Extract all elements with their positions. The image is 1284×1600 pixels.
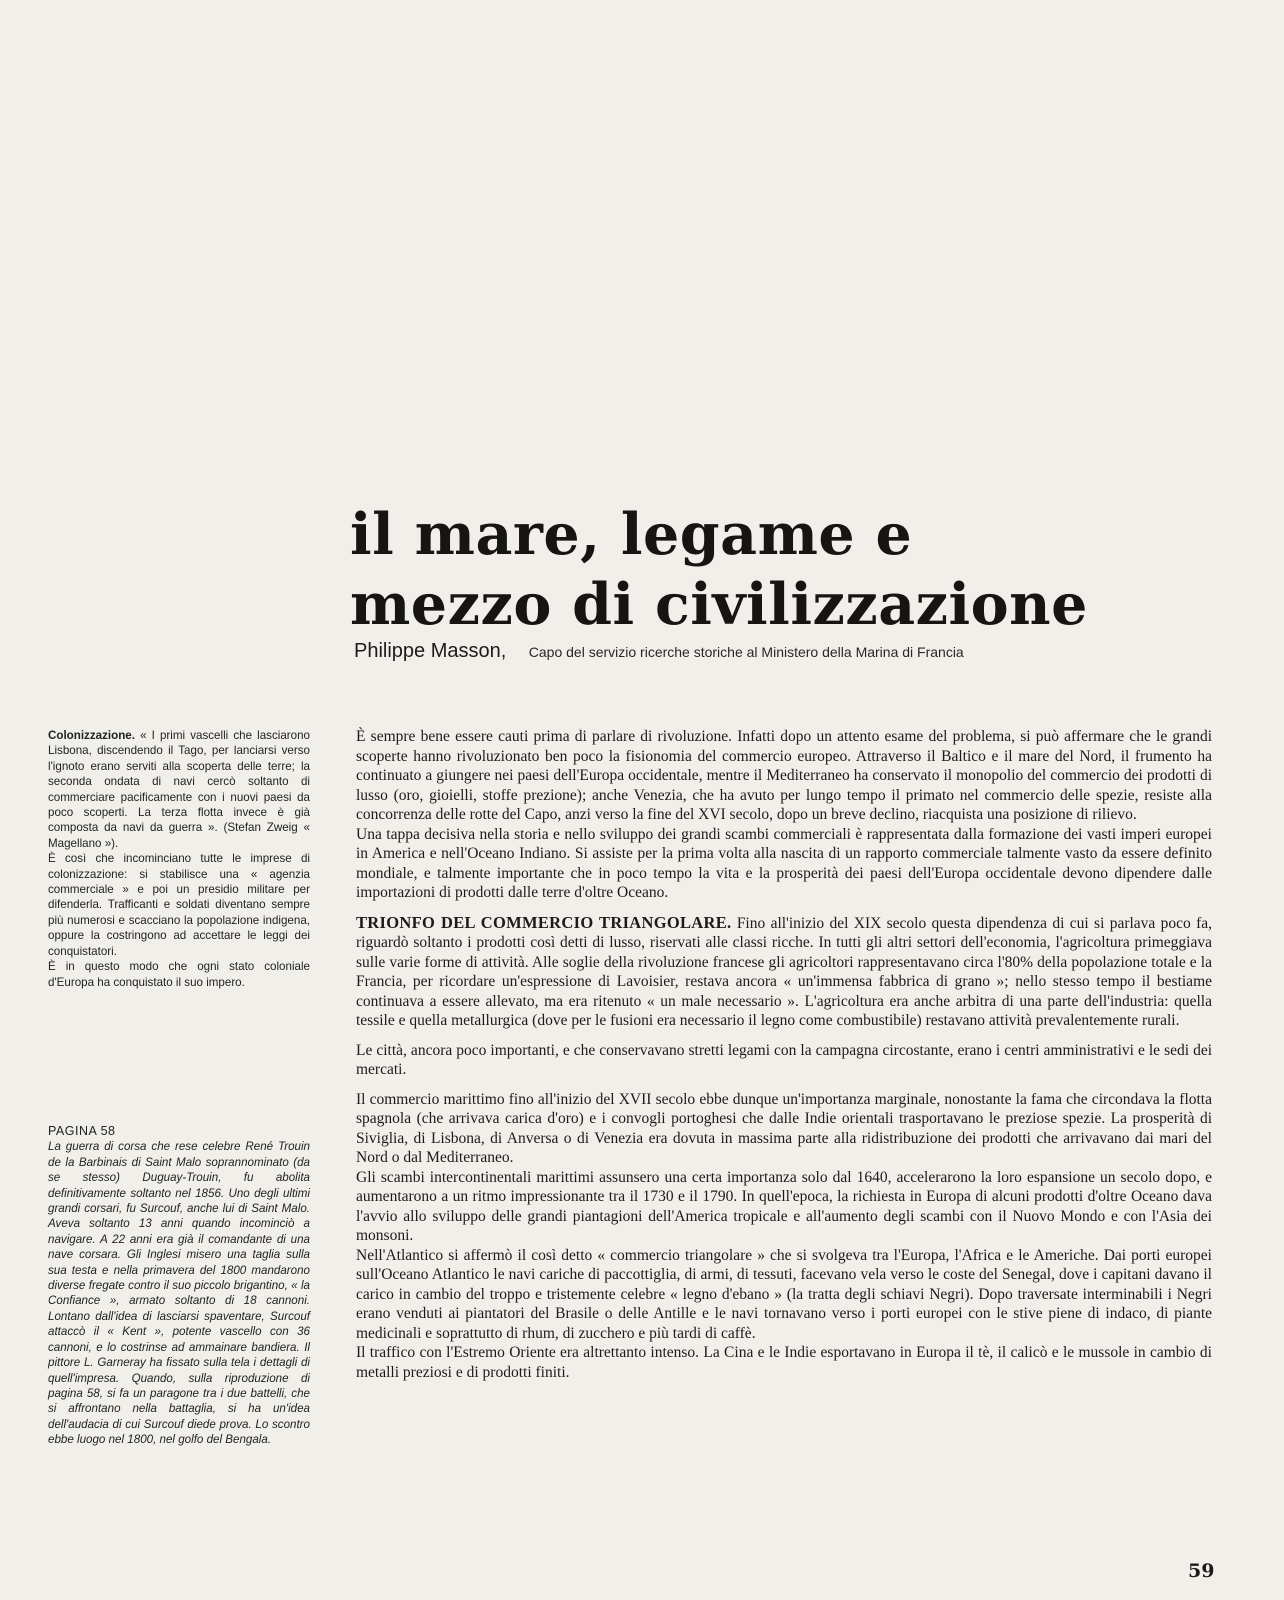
body-paragraph: È sempre bene essere cauti prima di parlare di rivoluzione. Infatti dopo un attento esame del problema, si può affermare che le grandi scoperte hanno rivoluzionato ben poco la fisionomia del commercio europeo. Attraverso il Baltico e il mare del Nord, il frumento ha continuato a giungere nei paesi dell'Europa occidentale, mentre il Mediterraneo ha conservato il monopolio del commercio dei prodotti di lusso (oro, gioielli, stoffe prezione); anche Venezia, che ha avuto per lungo tempo il primato nel commercio delle spezie, resiste alla concorrenza delle rotte del Capo, anzi verso la fine del XVI secolo, dopo un breve declino, riacquista una posizione di rilievo.: [356, 728, 1212, 823]
sidebar-colonization: [48, 728, 310, 990]
sidebar-text: « I primi vascelli che lasciarono Lisbona, discendendo il Tago, per lanciarsi verso l'ignoto erano serviti alla scoperta delle terre; la seconda ondata di navi cercò soltanto di commerciare pacificamente con i nuovi paesi da poco scoperti. La terza flotta invece è già composta da navi da guerra ». (Stefan Zweig « Magellano »).: [48, 729, 310, 850]
byline: [354, 640, 1254, 663]
article-body: [356, 727, 1212, 1382]
article-title: [350, 500, 1250, 640]
sidebar-label: Colonizzazione.: [48, 729, 135, 742]
section-text: Fino all'inizio del XIX secolo questa dipendenza di cui si parlava poco fa, riguardò soltanto i prodotti così detti di lusso, riservati alle classi ricche. In tutti gli altri settori dell'economia, l'agricoltura primeggiava sulle varie forme di attività. Alle soglie della rivoluzione francese gli agricoltori rappresentavano circa l'80% della popolazione totale e la Francia, per ricordare un'espressione di Lavoisier, restava ancora « un'immensa fabbrica di grano »; nello stesso tempo il bestiame continuava a essere allevato, ma era ritenuto « un male necessario ». L'agricoltura era anche arbitra di una parte dell'industria: quella tessile e quella metallurgica (dove per le fusioni era necessario il legno come combustibile) restavano attività prevalentemente rurali.: [356, 914, 1213, 1029]
page-reference-label: PAGINA 58: [48, 1124, 116, 1138]
author-role: Capo del servizio ricerche storiche al Ministero della Marina di Francia: [528, 644, 964, 660]
sidebar-page-reference: [48, 1124, 310, 1448]
body-paragraph: [356, 913, 1212, 1031]
body-paragraph: Il traffico con l'Estremo Oriente era altrettanto intenso. La Cina e le Indie esportavano in Europa il tè, il calicò e le mussole in cambio di metalli preziosi e di prodotti finiti.: [356, 1344, 1212, 1381]
sidebar-paragraph: È in questo modo che ogni stato coloniale d'Europa ha conquistato il suo impero.: [48, 960, 310, 989]
body-paragraph: Le città, ancora poco importanti, e che conservavano stretti legami con la campagna circostante, erano i centri amministrativi e le sedi dei mercati.: [356, 1041, 1212, 1078]
sidebar-paragraph: [48, 728, 310, 851]
title-line-2: mezzo di civilizzazione: [350, 571, 1088, 638]
body-paragraph: Nell'Atlantico si affermò il così detto « commercio triangolare » che si svolgeva tra l'Europa, l'Africa e le Americhe. Dai porti europei sull'Oceano Atlantico le navi cariche di paccottiglia, di armi, di tessuti, facevano vela verso le coste del Senegal, dove i capitani davano il carico in cambio del troppo e tristemente celebre « legno d'ebano » (la tratta degli schiavi Negri). Dopo traversate interminabili i Negri erano venduti ai piantatori del Brasile o delle Antille e le navi tornavano verso i porti europei con le stive piene di indaco, di piante medicinali e soprattutto di rhum, di zucchero e più tardi di caffè.: [356, 1246, 1212, 1342]
title-line-1: il mare, legame e: [350, 501, 913, 568]
body-paragraph: Una tappa decisiva nella storia e nello sviluppo dei grandi scambi commerciali è rappresentata dalla formazione dei vasti imperi europei in America e nell'Oceano Indiano. Si assiste per la prima volta alla nascita di un rapporto commerciale talmente vasto da essere definito mondiale, e talmente importante che in poco tempo la vita e la prosperità dei paesi dell'Europa occidentale devono dipendere dalle importazioni di prodotti dalle terre d'oltre Oceano.: [356, 825, 1212, 901]
body-paragraph: Il commercio marittimo fino all'inizio del XVII secolo ebbe dunque un'importanza marginale, nonostante la fama che circondava la flotta spagnola (che arrivava carica d'oro) e i convogli portoghesi che dalle Indie orientali trasportavano le preziose spezie. La prosperità di Siviglia, di Lisbona, di Anversa o di Venezia era dovuta in massima parte alla ridistribuzione dei prodotti che arrivavano dai mari del Nord o dal Mediterraneo.: [356, 1090, 1212, 1166]
body-paragraph: Gli scambi intercontinentali marittimi assunsero una certa importanza solo dal 1640, accelerarono la loro espansione un secolo dopo, e aumentarono a un ritmo impressionante tra il 1730 e il 1790. In quell'epoca, la richiesta in Europa di alcuni prodotti d'oltre Oceano dava l'avvio allo sviluppo delle grandi piantagioni dell'America tropicale e all'aumento degli scambi con il Nuovo Mondo e con l'Asia dei monsoni.: [356, 1168, 1212, 1244]
page-reference-caption: La guerra di corsa che rese celebre René Trouin de la Barbinais di Saint Malo soprannominato (da se stesso) Duguay-Trouin, fu abolita definitivamente soltanto nel 1856. Uno degli ultimi grandi corsari, fu Surcouf, anche lui di Saint Malo. Aveva soltanto 13 anni quando incominciò a navigare. A 22 anni era già il comandante di una nave corsara. Gli Inglesi misero una taglia sulla sua testa e nella primavera del 1800 mandarono diverse fregate contro il suo piccolo brigantino, « la Confiance », armato soltanto di 18 cannoni. Lontano dall'idea di lasciarsi spaventare, Surcouf attaccò il « Kent », potente vascello con 36 cannoni, e lo costrinse ad ammainare bandiera. Il pittore L. Garneray ha fissato sulla tela i dettagli di quell'impresa. Quando, sulla riproduzione di pagina 58, si fa un paragone tra i due battelli, che si affrontano nella battaglia, si ha un'idea dell'audacia di cui Surcouf diede prova. Lo scontro ebbe luogo nel 1800, nel golfo del Bengala.: [48, 1140, 310, 1447]
section-heading: TRIONFO DEL COMMERCIO TRIANGOLARE.: [356, 912, 732, 932]
author-name: Philippe Masson,: [354, 640, 507, 662]
page-number: 59: [1188, 1560, 1215, 1582]
sidebar-paragraph: È così che incominciano tutte le imprese di colonizzazione: si stabilisce una « agenzia commerciale » e poi un presidio militare per difenderla. Trafficanti e soldati diventano sempre più numerosi e scacciano la popolazione indigena, oppure la costringono ad accettare le leggi dei conquistatori.: [48, 852, 310, 958]
